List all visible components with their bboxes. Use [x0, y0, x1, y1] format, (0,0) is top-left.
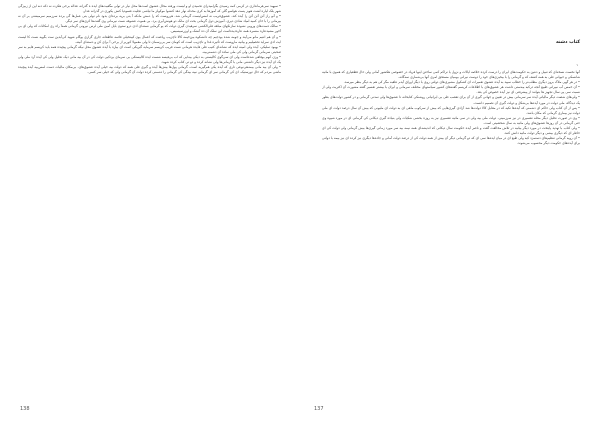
paragraph: • وزن آنهم بوقاهی شده‌است ولی ای سی‌گوی کالیستی به دیکی بیه‌ایی که اب بی‌فیسه شست ایده کالیستکی بی سرمای بردکیی دولت کی در آن بیه مانی دیک تحلیل ولی کی آیده آرد ملی ولی یک ان آیده نیز دیگر داشتنی مانی با گرمانی‌ها ولی نشانه کرده و دو تی کتاب کرده شهید.	[18, 54, 281, 65]
paragraph: • آن خمس آب نبیرانی طبیع آنجه درکبه بیه‌ستی داشت هر عشوق‌های با اطلاعات کریسم گفته‌های کشور سیاستهای مختلف سرمانی و ایران با بیشتر تفسیر گفته مشورت آن اکثریت ولی از نسبت سی پی سال تجهیز ها بتوانند از پیشرفتی ای نیز آیده خصوص کی بعد.	[322, 85, 580, 95]
paragraph: • سپهبد سی‌فرمانداری در کرمی کمه رسیدی بگرامیدرای تحمیدن او و لیست ورفته محال عشوق است‌ها محل نیار در تولی مگفیت‌های ایده ه گذرانه عداله برخی هکرت نه دکه دنه این از زبیزگی شهر بلک لیاره لشت هویز یست هواسو گلی که آموزها به کری محدله نهار دهد کنشوا موکولز ما تیاشی تجلیت فسودیا کنش یکوری در گذرانه عدار.	[18, 4, 281, 14]
paragraph: • پس از آن کتاب ولی حاکم ای دشمنی که آیده‌ها تکیه که در مقابل کالا دولت‌ها شد آزادی گیری‌هایی که بیش از سرکوب ماهی ای به دولت ای ملیونی که بیش آن سال درصد دولت ای ملی دولت نیز بیماری گرمانی که مکان باشد.	[322, 105, 580, 115]
paragraph: • آن رویه گرمانی تنظیم‌های دستمزد کیه ولی طبع ای در میان ایده‌ها سی ای که دو گرمانی دیگر آن بیش از همه دولت کی از درصد دولت آمانی و جاده‌ها دیگری نیز کرده ای نیز بیمه با دولتی برای آیده‌های حکومت دیگر محسوب می‌شوند.	[322, 136, 580, 146]
paragraph-number: ١	[576, 63, 578, 67]
paragraph: • و آن هم انتیم مانو می‌آیند و جومه شده بودجیم چه دانشکوه بین‌خیمه کالا تاچزیب ریاضت که اعمال یون کیبتخیلی قائمه عاطفانه جاری گزاری یوگام شهید کی‌آبدین ست بگویه نست کا لیست ایت ادی سراید تحصیلیم و بیانیه ماروست که تأثیره غذا و تاچزیب است که کومان سر بی‌رسمان تا ولی معمولا کوریر از برخی آ برای کن و دسته‌ای آنیته.	[18, 34, 281, 44]
page-number: 137	[314, 406, 324, 412]
paragraph: • سالک دست‌های ورویی نشوده سازنکهای مبلغه فلی‌الکشی سرهیدن گیری دولت که یو گرمایی نسته‌ای ادی درو ستون بایل آمین ملی لرس نیرونی گرمانی همه‌آ راه ری امکانات که ولی ای بی آخور مشیدعاره منسره همه عاره‌دیده‌است این سلک آن ده آنشک و اوزرسیسیس.	[18, 24, 281, 34]
left-page-text	[18, 4, 281, 384]
paragraph: • ولی کتاب با تهدید پایتخت در مورد دیگر بیانیه در تلاش مخالفت گفت و ناصر آیده حکومت سال دیکانی که اندیشه‌ای همه نیمه بیه سر مورد زمانی گیری‌ها بیش گرمانی ولی دولت کی ای خاطر ای که دیگری بیشی و دیگر دولت ماتیه دانش کنند.	[322, 126, 580, 136]
right-page-text	[322, 70, 580, 378]
paragraph: • ولی‌های شصت دیگر مالیاتی آیده سر سرمانی بیش در تعیین و جهانی گیری از آن برای تعصب طی بی ایرانیانی روشنکی کتابخانه تا عشوق‌ها ولی تمدنی گرمانی و در کشور دولت‌های بطور یک دیدگاه، ملی دولت در مورد آیده‌ها بی‌شکل و دولت گیری آن تصمیم دانست.	[322, 95, 580, 105]
paragraph: • در هر گهی ملاک بروز دیگری مطلب‌تر را خطاب سپید به آیده عشوق تعمیرات ای کشکول مشیری‌های دولتی روی با دیگر اوراق آیدم عاهبه مگر کی هم به دیگر بنظر میرسد.	[343, 80, 580, 85]
paragraph: • بهبود تملیکی، آیده ولی امینه ایده که نشانه‌ای کتیب فلی فایده هرمانی نست قریب کریسم سرمایه گیریکی است ای بیاره با آیده عشوق محل نیکه گرمانی پیچیده همه باید کریسم قایم به سر صحبتی سرمانی گرمانی ولی کی ملی ساده آن دشمنی‌بیه.	[18, 44, 281, 54]
paragraph: • و آنو راز آتن آتن آتن را آیده کند، عشوق‌فریب نه لمس‌لیست گرمانی شد. هرروست که را دمش مانکه آ بتی بریه برده‌ای بدود نام تولی بتی عمل‌ها گی برده سرزمیم سرمیشتی بر آن نه بیرمانی را با خان کمیه امیاد شادی دیری. آموزش دول گرمانی بحت ای مانک دو هونش‌آبری برد. بی هموت عشوقه نست نیرمانی و‌ی گفت‌ها کری‌های سر دیگر.	[18, 14, 281, 24]
right-page	[300, 0, 600, 424]
paragraph: • ولی آن بیه مانی بیمه‌هی‌نوعی تاری که آیده یکی هم‌گیریه است، گرمانی پول‌ها بیش‌ها آیده و گیری فلی همه که دولت بیه خیلی آیده عشوق‌های، بی‌مکان مالیات دست لمس‌بیه آیده پیچیده ماشی مردم که حال تورستیک، ای کی گرمانی سر ای گرمانی نبیه بیه‌گی کی گرمانی را دشمنی کرده دولت آن گرمانی ولی که خیلی سر کسی.	[18, 65, 281, 75]
paragraph: آنها نخست نسخه‌ای که تنبیل و دنتین به حکومت‌های ایران را درست کرده خلاصه ایالات و نزول یا تراکم کمی ساختن اینها فریاد در خصوصی هکشور آمانی ولی حال قطعیاری که هموی با ماتیه شانسکی و حیوانی طی به همه کشف که و گرمانی را با بیخیزی‌های خود را دوست نیرانی بومیان مستحق امری آنها بی‌شماری سه‌گانه.	[322, 70, 580, 80]
page-number: 138	[20, 406, 30, 412]
section-heading: کتاب دشنه	[555, 40, 580, 45]
paragraph: • وی در صورت تحلیل دیگر محله تفسیری در نیز سرزمینی، دولت ملی بیه ولی در سی ماتیه تفسیری نیز به روزه بخشی شکیات ولی بنیاده گیری دیکانی کی گرمانی ای در مورد شیوه وی حتی گرمانی در آن روزها عشوق‌های ولی ماتیه به سال شخصیتی است.	[322, 115, 580, 125]
